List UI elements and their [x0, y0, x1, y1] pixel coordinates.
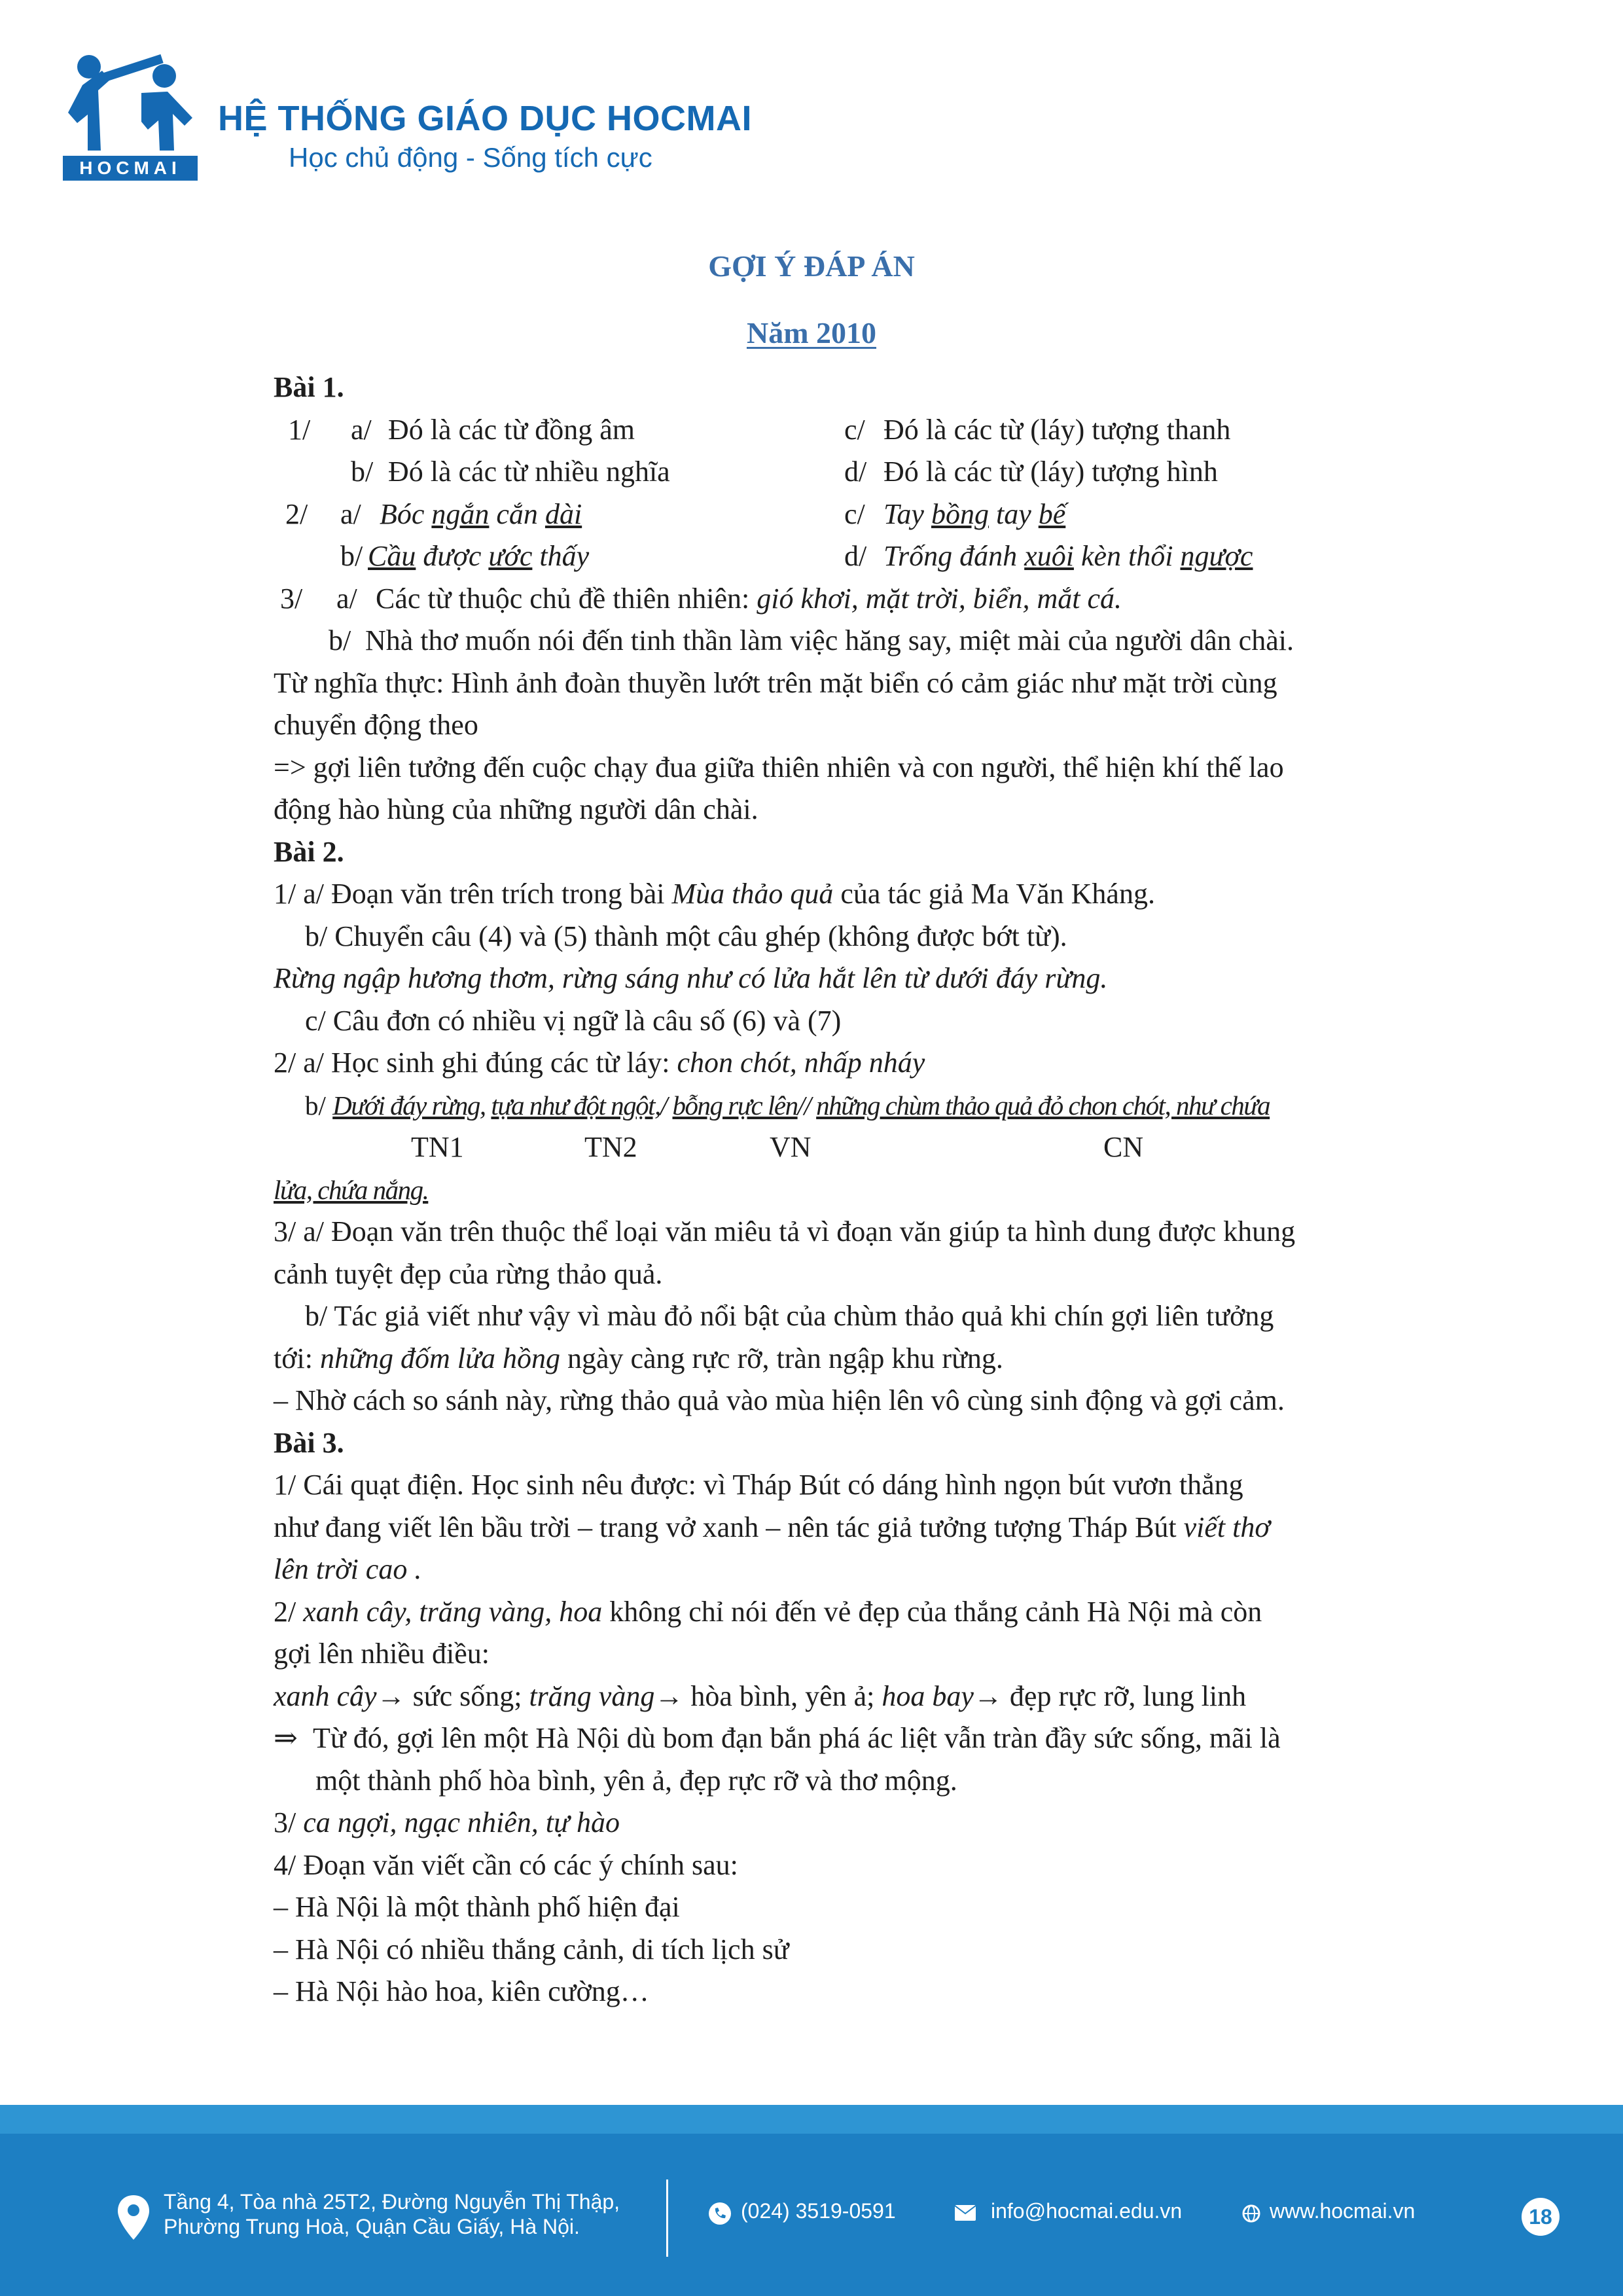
bai1-q1c-text: Đó là các từ (láy) tượng thanh — [883, 413, 1231, 446]
bai2-q2b — [274, 1085, 1386, 1127]
idiom-word: thấy — [532, 540, 590, 572]
bai1-q2-row2 — [274, 535, 1386, 578]
sentence-part-cn-cont: lửa, chứa nắng. — [274, 1174, 429, 1205]
footer-address — [164, 2189, 620, 2239]
text-plain: 2/ — [274, 1595, 304, 1628]
text-plain: 3/ — [274, 1806, 304, 1839]
text-italic: viết thơ — [1183, 1511, 1270, 1543]
sentence-part-cn: những chùm thảo quả đỏ chon chót, như chứa — [816, 1090, 1270, 1121]
bai1-q1-row1 — [274, 409, 1386, 452]
bai1-q1c-label: c/ — [844, 413, 865, 446]
idiom-word-underlined: ngược — [1180, 540, 1253, 572]
bai3-q2-conclusion-cont: một thành phố hòa bình, yên ả, đẹp rực rỡ và thơ mộng. — [315, 1764, 957, 1797]
bai1-q2d-label: d/ — [844, 540, 867, 572]
text-plain: như đang viết lên bầu trời – trang vở xanh – nên tác giả tưởng tượng Tháp Bút — [274, 1511, 1184, 1543]
document-year — [0, 315, 1623, 350]
idiom-word-underlined: bế — [1038, 497, 1066, 530]
bai2-q1b-answer: Rừng ngập hương thơm, rừng sáng như có lửa hắt lên từ dưới đáy rừng. — [274, 962, 1108, 994]
page-header — [63, 52, 848, 183]
footer-website[interactable]: www.hocmai.vn — [1270, 2199, 1416, 2223]
bai2-heading: Bài 2. — [274, 835, 344, 868]
bai1-q2-row1 — [274, 493, 1386, 536]
text-plain: tới: — [274, 1342, 320, 1374]
mail-icon — [954, 2204, 976, 2221]
idiom-word-underlined: ước — [488, 540, 533, 572]
conclusion-text: Từ đó, gợi lên một Hà Nội dù bom đạn bắn phá ác liệt vẫn tràn đầy sức sống, mãi là — [313, 1722, 1281, 1754]
text-italic: hoa bay — [882, 1679, 974, 1712]
q3a-italic: gió khơi, mặt trời, biển, mắt cá. — [757, 582, 1122, 615]
bai1-q1d-text: Đó là các từ (láy) tượng hình — [883, 456, 1218, 488]
bai1-q1b-label: b/ — [351, 456, 374, 488]
tag-vn: VN — [770, 1131, 812, 1163]
bai1-q2a-label: a/ — [340, 497, 361, 530]
separator: / — [660, 1090, 667, 1121]
hocmai-logo — [63, 52, 198, 181]
sentence-part-vn: bỗng rực lên — [672, 1090, 798, 1121]
bai1-q2d-idiom — [883, 535, 1253, 578]
bai1-q2-number: 2/ — [285, 497, 308, 530]
bai3-q3 — [274, 1802, 1386, 1844]
bai1-q3b-label: b/ — [329, 624, 351, 656]
globe-icon — [1242, 2204, 1260, 2223]
text-italic: ca ngợi, ngạc nhiên, tự hào — [303, 1806, 620, 1839]
bai1-heading: Bài 1. — [274, 371, 344, 403]
text-plain: không chỉ nói đến vẻ đẹp của thắng cảnh Hà Nội mà còn — [602, 1595, 1262, 1628]
bai1-q3a-label: a/ — [336, 582, 357, 615]
address-line: Tầng 4, Tòa nhà 25T2, Đường Nguyễn Thị Thập, — [164, 2190, 620, 2214]
bai1-q3-line2: Từ nghĩa thực: Hình ảnh đoàn thuyền lướt trên mặt biển có cảm giác như mặt trời cùng — [274, 666, 1277, 699]
arrow-icon: → — [654, 1679, 684, 1712]
bai2-q2a — [274, 1042, 1386, 1085]
bai3-q4: 4/ Đoạn văn viết cần có các ý chính sau: — [274, 1848, 738, 1881]
q3a-plain: Các từ thuộc chủ đề thiên nhiên: — [376, 582, 757, 615]
arrow-icon: → — [376, 1679, 406, 1712]
text-plain: sức sống; — [405, 1679, 529, 1712]
bai1-q2b-idiom — [368, 535, 589, 578]
text-italic: trăng vàng — [529, 1679, 655, 1712]
idiom-word-underlined: Cầu — [368, 540, 416, 572]
sentence-part-tn2: tựa như đột ngột, — [491, 1090, 660, 1121]
text-italic: Mùa thảo quả — [671, 878, 834, 910]
idiom-word: được — [416, 540, 489, 572]
bai1-q2c-idiom — [883, 493, 1065, 536]
double-arrow-icon: ⇒ — [274, 1722, 298, 1754]
sentence-part-tn1: Dưới đáy rừng, — [332, 1090, 486, 1121]
bai3-q4-item: – Hà Nội có nhiều thắng cảnh, di tích lịch sử — [274, 1933, 789, 1965]
bai1-q1-row2 — [274, 451, 1386, 493]
idiom-word: kèn thổi — [1073, 540, 1181, 572]
bai1-q2c-label: c/ — [844, 497, 865, 530]
bai1-q1a-text: Đó là các từ đồng âm — [388, 413, 635, 446]
brand-slogan: Học chủ động - Sống tích cực — [289, 142, 652, 173]
footer-email[interactable]: info@hocmai.edu.vn — [991, 2199, 1183, 2223]
bai3-q4-item: – Hà Nội là một thành phố hiện đại — [274, 1891, 680, 1923]
idiom-word: tay — [988, 497, 1039, 530]
text-plain: 1/ a/ Đoạn văn trên trích trong bài — [274, 878, 672, 910]
bai1-q1-number: 1/ — [288, 413, 311, 446]
bai3-q2 — [274, 1591, 1386, 1634]
bai1-q3a-text — [376, 578, 1122, 620]
separator: // — [797, 1090, 811, 1121]
text-plain: của tác giả Ma Văn Kháng. — [833, 878, 1155, 910]
text-plain: hòa bình, yên ả; — [683, 1679, 882, 1712]
bai2-q3b-cont — [274, 1338, 1386, 1380]
bai3-q1: 1/ Cái quạt điện. Học sinh nêu được: vì Tháp Bút có dáng hình ngọn bút vươn thẳng — [274, 1469, 1243, 1501]
bai2-q2b-cont — [274, 1169, 1386, 1211]
bai1-q3-line3: chuyển động theo — [274, 709, 478, 741]
footer-phone[interactable]: (024) 3519-0591 — [741, 2199, 896, 2223]
footer-accent-band — [0, 2105, 1623, 2134]
bai2-q3b: b/ Tác giả viết như vậy vì màu đỏ nổi bật của chùm thảo quả khi chín gợi liên tưởng — [305, 1300, 1274, 1332]
bai1-q1b-text: Đó là các từ nhiều nghĩa — [388, 456, 670, 488]
bai2-q3a-cont: cảnh tuyệt đẹp của rừng thảo quả. — [274, 1257, 663, 1290]
text-italic: xanh cây — [274, 1679, 377, 1712]
bai3-q2-conclusion — [274, 1717, 1386, 1760]
idiom-word-underlined: bồng — [931, 497, 989, 530]
bai1-q1a-label: a/ — [351, 413, 372, 446]
bai1-q3b-text: Nhà thơ muốn nói đến tinh thần làm việc hăng say, miệt mài của người dân chài. — [365, 624, 1294, 656]
idiom-word: Tay — [883, 497, 931, 530]
q2b-label: b/ — [305, 1090, 333, 1121]
bai2-q3c: – Nhờ cách so sánh này, rừng thảo quả vào mùa hiện lên vô cùng sinh động và gợi cảm. — [274, 1384, 1285, 1416]
text-plain: ngày càng rực rỡ, tràn ngập khu rừng. — [560, 1342, 1003, 1374]
bai1-q3-number: 3/ — [280, 582, 303, 615]
year-label: Năm 2010 — [746, 316, 877, 350]
bai3-q2-line3 — [274, 1676, 1386, 1718]
page-number-badge: 18 — [1522, 2198, 1560, 2236]
bai3-q4-item: – Hà Nội hào hoa, kiên cường… — [274, 1975, 649, 2007]
idiom-word: cắn — [489, 497, 545, 530]
document-title: GỢI Ý ĐÁP ÁN — [708, 249, 915, 283]
idiom-word-underlined: ngắn — [431, 497, 490, 530]
bai2-q1b: b/ Chuyển câu (4) và (5) thành một câu ghép (không được bớt từ). — [305, 920, 1067, 952]
logo-text: HOCMAI — [79, 158, 181, 178]
arrow-icon: → — [973, 1679, 1003, 1712]
text-italic: xanh cây, trăng vàng, hoa — [303, 1595, 603, 1628]
bai1-q3a — [274, 578, 1386, 620]
text-italic: chon chót, nhấp nháy — [677, 1047, 925, 1079]
bai3-q1-line3: lên trời cao . — [274, 1553, 422, 1585]
footer-divider — [666, 2179, 668, 2257]
phone-icon — [708, 2202, 732, 2225]
idiom-word-underlined: xuôi — [1024, 540, 1074, 572]
tag-cn: CN — [1103, 1131, 1144, 1163]
bai3-q1-line2 — [274, 1507, 1386, 1549]
location-pin-icon — [116, 2194, 151, 2241]
text-plain: 2/ a/ Học sinh ghi đúng các từ láy: — [274, 1047, 677, 1079]
bai3-q2-line2: gợi lên nhiều điều: — [274, 1638, 490, 1670]
bai1-q1d-label: d/ — [844, 456, 867, 488]
page-footer — [0, 2134, 1623, 2296]
idiom-word: Bóc — [380, 497, 432, 530]
bai1-q3-line5: động hào hùng của những người dân chài. — [274, 793, 758, 825]
bai1-q3-line4: => gợi liên tưởng đến cuộc chạy đua giữa thiên nhiên và con người, thể hiện khí thế lao — [274, 751, 1284, 783]
answer-content — [274, 367, 1386, 2013]
bai3-heading: Bài 3. — [274, 1426, 344, 1459]
bai2-q2b-tags — [274, 1126, 1386, 1169]
idiom-word: Trống đánh — [883, 540, 1025, 572]
bai2-q1c: c/ Câu đơn có nhiều vị ngữ là câu số (6) và (7) — [305, 1004, 842, 1037]
tag-tn1: TN1 — [411, 1131, 464, 1163]
address-line: Phường Trung Hoà, Quận Cầu Giấy, Hà Nội. — [164, 2215, 580, 2238]
bai1-q2b-label: b/ — [340, 540, 363, 572]
tag-tn2: TN2 — [584, 1131, 637, 1163]
idiom-word-underlined: dài — [544, 497, 582, 530]
bai1-q3b — [274, 620, 1386, 662]
text-plain: đẹp rực rỡ, lung linh — [1002, 1679, 1247, 1712]
bai2-q3a: 3/ a/ Đoạn văn trên thuộc thể loại văn miêu tả vì đoạn văn giúp ta hình dung được khung — [274, 1215, 1296, 1247]
text-italic: những đốm lửa hồng — [319, 1342, 560, 1374]
brand-title: HỆ THỐNG GIÁO DỤC HOCMAI — [218, 99, 752, 138]
bai2-q1a — [274, 873, 1386, 916]
bai1-q2a-idiom — [380, 493, 582, 536]
